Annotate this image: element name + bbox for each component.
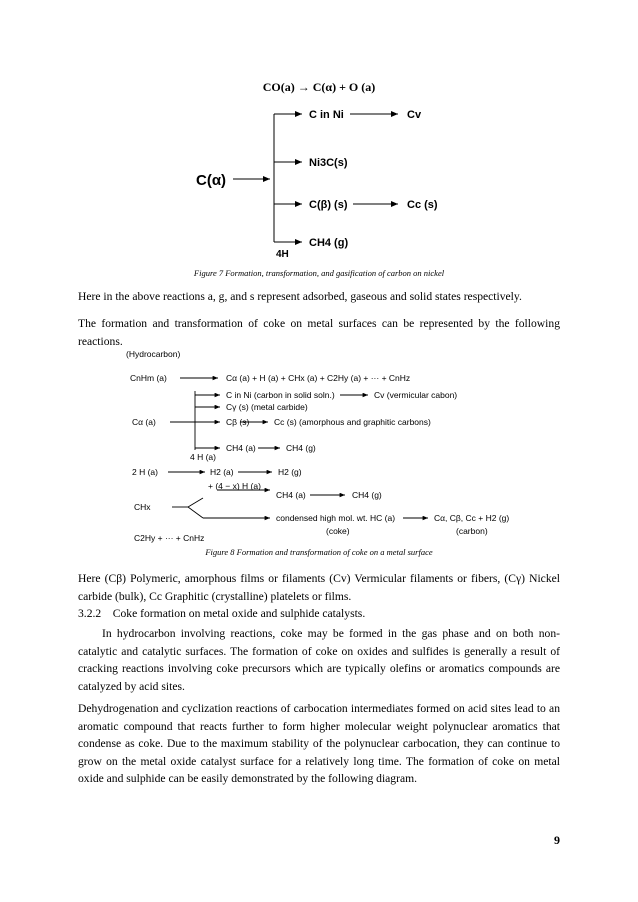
fig7-branch-ni3c: Ni3C(s) bbox=[309, 157, 348, 169]
fig8-ch4g: CH4 (g) bbox=[286, 443, 316, 453]
fig8-4h: 4 H (a) bbox=[190, 452, 216, 462]
fig8-hydrocarbon-label: (Hydrocarbon) bbox=[126, 349, 181, 359]
figure-7-caption: Figure 7 Formation, transformation, and gasification of carbon on nickel bbox=[193, 268, 445, 278]
fig7-branch-ch4: CH4 (g) bbox=[309, 237, 349, 249]
fig8-ch4g-2: CH4 (g) bbox=[352, 490, 382, 500]
fig7-product-cv: Cv bbox=[407, 109, 422, 121]
fig8-cgamma: Cγ (s) (metal carbide) bbox=[226, 402, 308, 412]
fig8-carbon: (carbon) bbox=[456, 526, 488, 536]
fig8-c-in-ni: C in Ni (carbon in solid soln.) bbox=[226, 390, 335, 400]
figure-8-diagram bbox=[0, 345, 638, 545]
paragraph-states: Here in the above reactions a, g, and s represent adsorbed, gaseous and solid states respectively. bbox=[78, 290, 522, 303]
fig8-row1-left: CnHm (a) bbox=[130, 373, 167, 383]
fig8-ch4a-2: CH4 (a) bbox=[276, 490, 306, 500]
paragraph-dehydrogenation: Dehydrogenation and cyclization reactions of carbocation intermediates formed on acid sites lead to an aromatic compound that reacts further to form higher molecular weight polynuclear aromatics that condense as coke. Due to the maximum stability of the polynuclear carbocation, they can continue to grow on the metal oxide catalyst surface for a relatively long time. The formation of coke on metal oxide and sulphide can be easily demonstrated by the following diagram. bbox=[78, 702, 560, 785]
fig8-cv: Cv (vermicular cabon) bbox=[374, 390, 458, 400]
section-number: 3.2.2 bbox=[78, 607, 102, 620]
fig8-chx: CHx bbox=[134, 502, 151, 512]
fig8-coke: (coke) bbox=[326, 526, 350, 536]
fig7-product-cc: Cc (s) bbox=[407, 199, 438, 211]
fig8-cbeta: Cβ (s) bbox=[226, 417, 250, 427]
fig8-h2g: H2 (g) bbox=[278, 467, 302, 477]
fig7-branch-cbeta: C(β) (s) bbox=[309, 199, 348, 211]
section-title: Coke formation on metal oxide and sulphide catalysts. bbox=[112, 607, 366, 620]
fig8-calpha: Cα (a) bbox=[132, 417, 156, 427]
section-heading bbox=[78, 607, 365, 620]
fig8-condensed: condensed high mol. wt. HC (a) bbox=[276, 513, 396, 523]
fig8-h2a: H2 (a) bbox=[210, 467, 234, 477]
reaction-equation: CO(a) → C(α) + O (a) bbox=[262, 80, 376, 94]
fig7-source: C(α) bbox=[196, 172, 227, 189]
paragraph-intro-fig8: The formation and transformation of coke on metal surfaces can be represented by the following reactions. bbox=[78, 317, 560, 348]
fig7-branch-c-in-ni: C in Ni bbox=[309, 109, 344, 121]
fig8-c2hy: C2Hy + ··· + CnHz bbox=[134, 533, 205, 543]
fig8-row1-right: Cα (a) + H (a) + CHx (a) + C2Hy (a) + ··· + CnHz bbox=[226, 373, 411, 383]
fig8-4-minus-x: + (4 − x) H (a) bbox=[208, 481, 261, 491]
paragraph-coke-formation: In hydrocarbon involving reactions, coke may be formed in the gas phase and on both non-catalytic and catalytic surfaces. The formation of coke on oxides and sulfides is generally a result of cracking reactions involving coke precursors which are typically olefins or aromatics compounds are catalyzed by acid sites. bbox=[78, 627, 560, 693]
fig8-2h: 2 H (a) bbox=[132, 467, 158, 477]
figure-8-caption: Figure 8 Formation and transformation of coke on a metal surface bbox=[205, 547, 433, 557]
fig7-reagent-4h: 4H bbox=[276, 249, 289, 260]
page-number: 9 bbox=[554, 833, 560, 847]
paragraph-carbon-types: Here (Cβ) Polymeric, amorphous films or filaments (Cv) Vermicular filaments or fibers, (Cγ) Nickel carbide (bulk), Cc Graphitic (crystalline) platelets or films. bbox=[78, 572, 560, 603]
fig8-final: Cα, Cβ, Cc + H2 (g) bbox=[434, 513, 510, 523]
fig8-cc: Cc (s) (amorphous and graphitic carbons) bbox=[274, 417, 431, 427]
figure-7-diagram bbox=[0, 95, 638, 265]
fig8-ch4a: CH4 (a) bbox=[226, 443, 256, 453]
